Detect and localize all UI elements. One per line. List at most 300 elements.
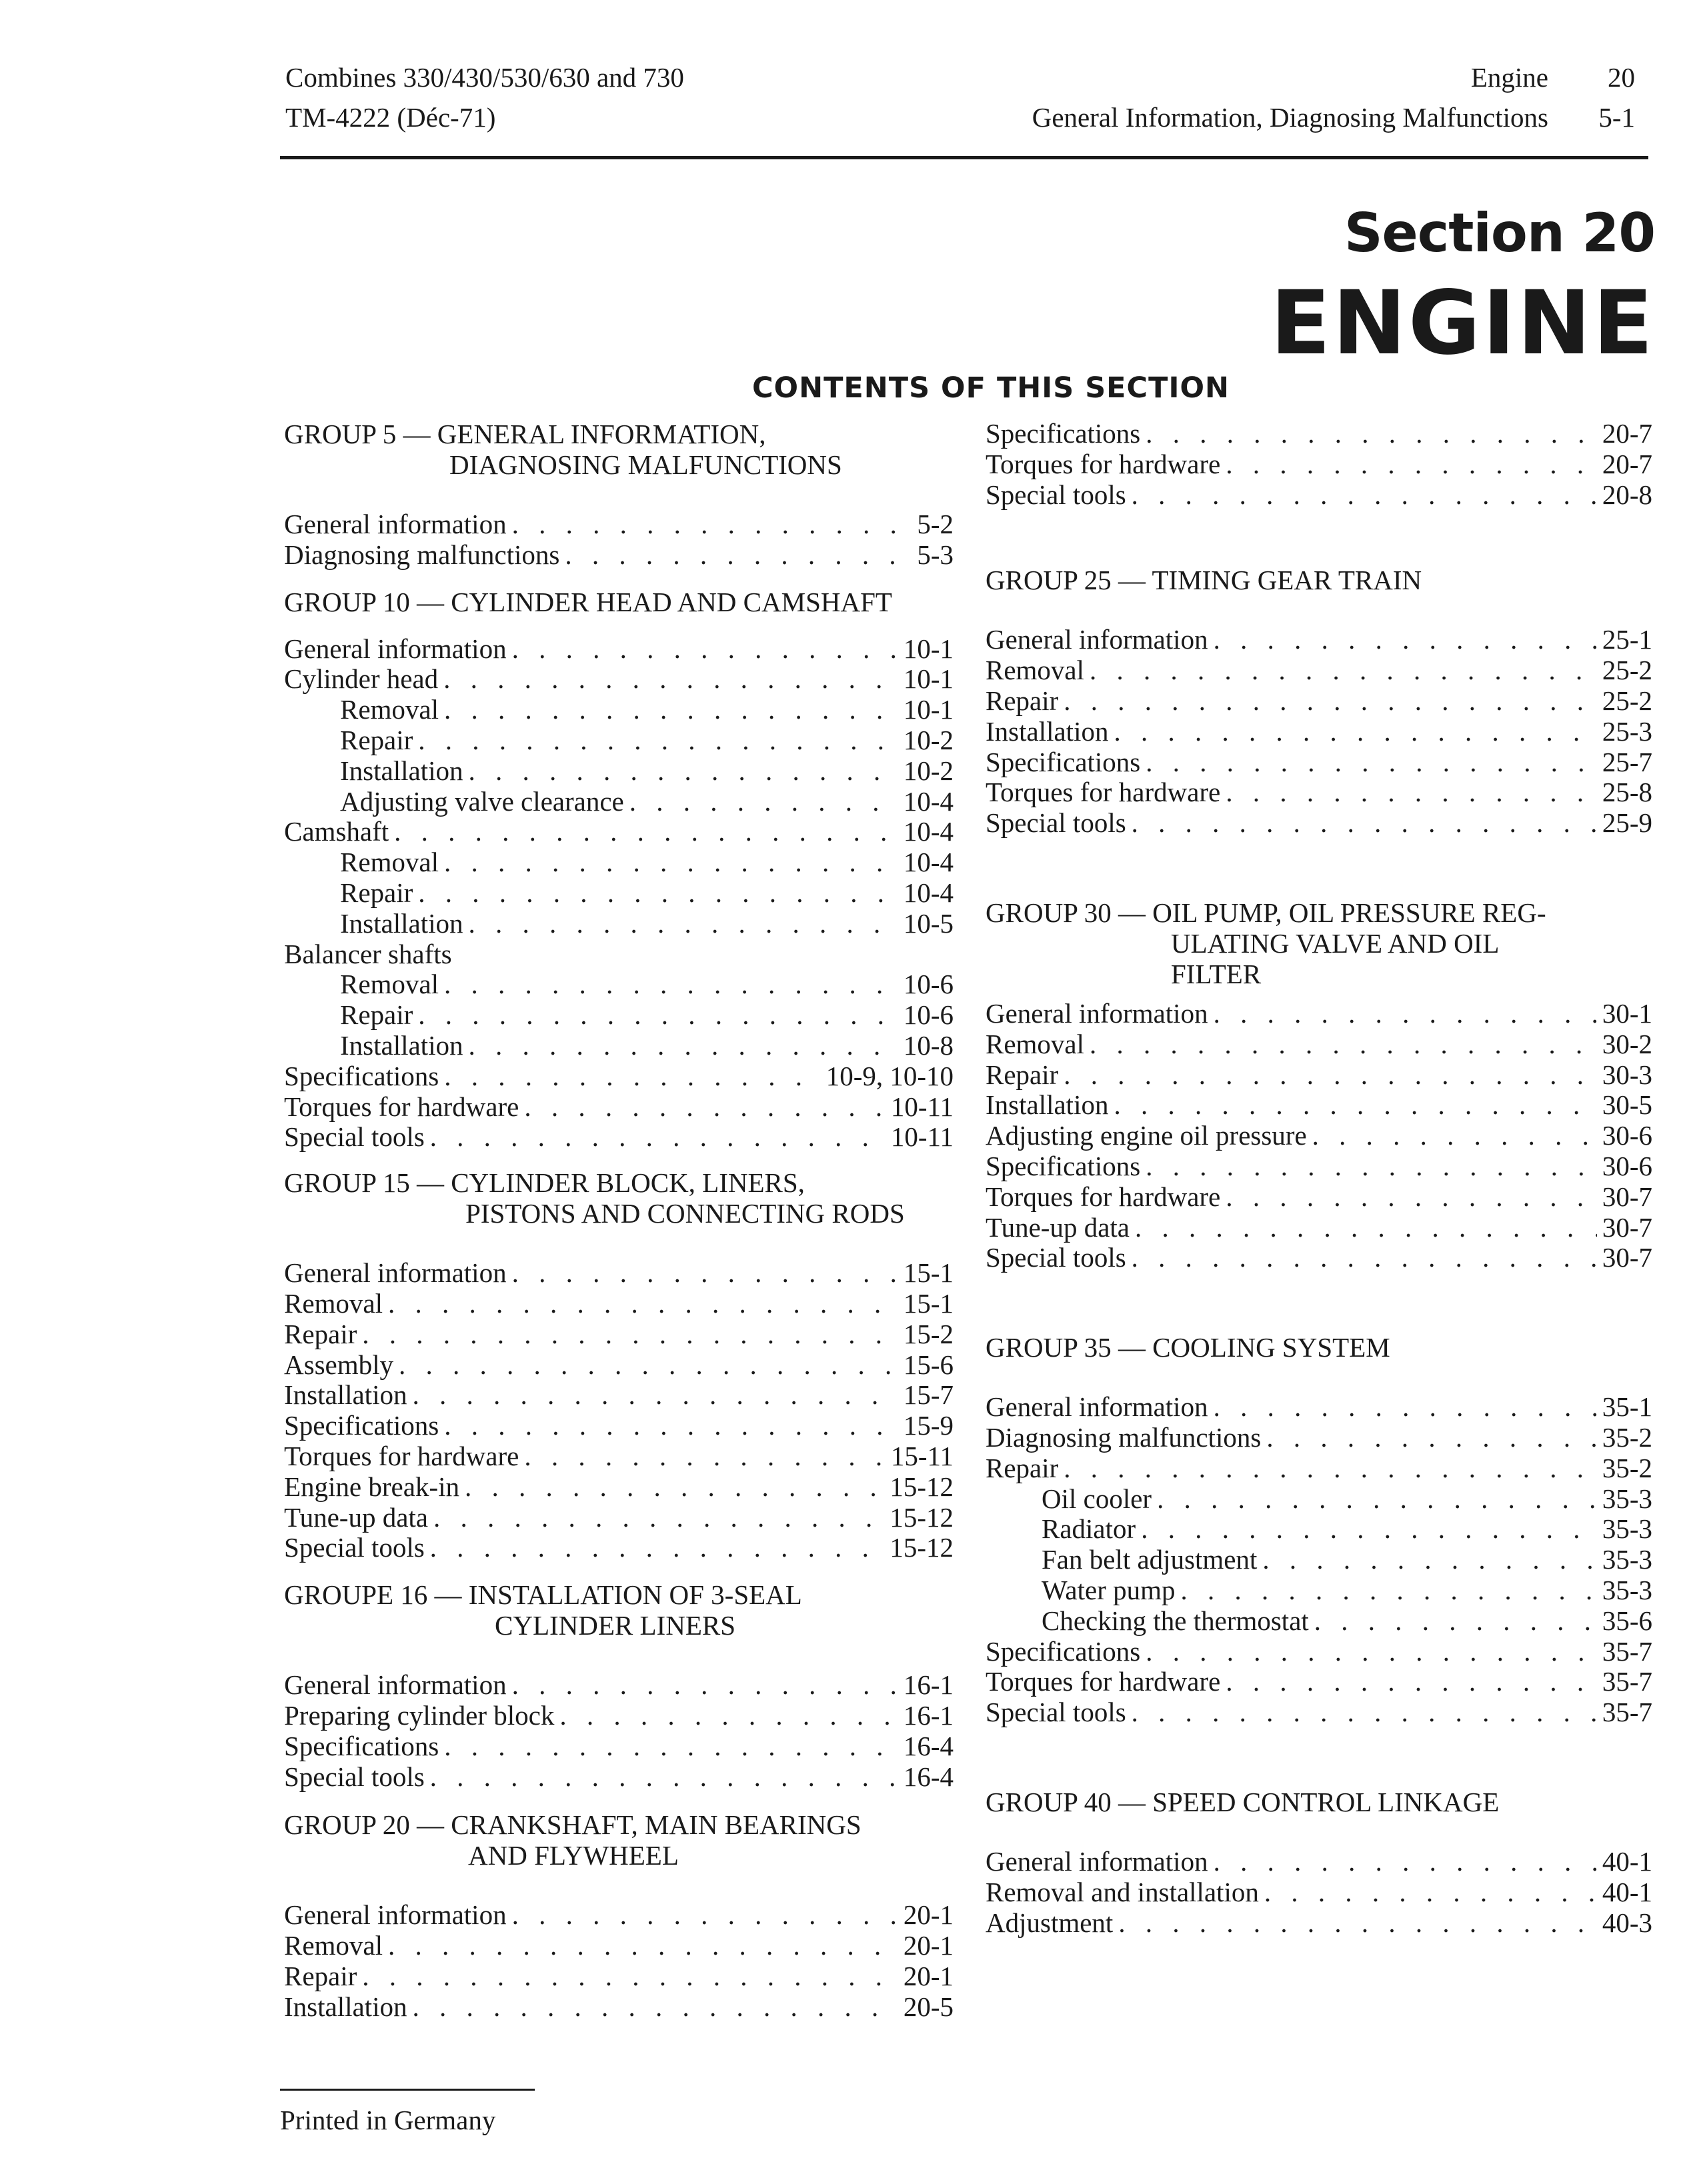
toc-leader-dots xyxy=(524,1092,886,1123)
toc-entry-page: 16-4 xyxy=(903,1761,954,1792)
toc-leader-dots xyxy=(430,1122,886,1153)
toc-entry-page: 35-3 xyxy=(1602,1513,1652,1545)
toc-entry-label: Installation xyxy=(340,907,463,939)
toc-leader-dots xyxy=(444,1061,820,1092)
toc-entry-label: Torques for hardware xyxy=(986,777,1221,808)
toc-entry xyxy=(284,1503,954,1533)
toc-entry-label: Adjusting engine oil pressure xyxy=(986,1120,1307,1151)
toc-leader-dots xyxy=(1132,808,1597,839)
toc-entry-label: General information xyxy=(284,1899,507,1931)
toc-entry-page: 25-2 xyxy=(1602,685,1652,716)
toc-leader-dots xyxy=(629,787,898,817)
toc-entry-label: General information xyxy=(284,633,507,664)
toc-entry-label: Repair xyxy=(986,1059,1059,1090)
toc-entry-label: Specifications xyxy=(986,418,1141,449)
toc-entry-label: Fan belt adjustment xyxy=(1042,1544,1258,1575)
toc-entry-page: 35-6 xyxy=(1602,1605,1652,1636)
toc-leader-dots xyxy=(1146,419,1597,449)
contents-title: CONTENTS OF THIS SECTION xyxy=(752,371,1230,405)
toc-entry-label: Removal xyxy=(284,1930,383,1961)
toc-group-items xyxy=(986,1392,1652,1728)
toc-entry-label: General information xyxy=(986,1391,1208,1423)
toc-entry-label: Balancer shafts xyxy=(284,938,452,969)
toc-entry-page: 10-11 xyxy=(890,1121,954,1153)
toc-entry xyxy=(284,1533,954,1563)
toc-leader-dots xyxy=(1146,1151,1597,1182)
toc-entry xyxy=(284,1472,954,1503)
toc-entry-page: 30-6 xyxy=(1602,1150,1652,1181)
header-left xyxy=(285,57,684,137)
toc-leader-dots xyxy=(1064,686,1597,717)
toc-leader-dots xyxy=(444,969,898,1000)
toc-entry xyxy=(986,686,1652,717)
toc-entry xyxy=(284,664,954,695)
toc-entry-page: 40-1 xyxy=(1602,1876,1652,1907)
toc-entry xyxy=(284,509,954,540)
toc-leader-dots xyxy=(1157,1484,1597,1515)
toc-group xyxy=(284,419,954,571)
toc-entry-label: Adjusting valve clearance xyxy=(340,785,624,817)
toc-entry-label: Removal xyxy=(986,655,1085,686)
toc-leader-dots xyxy=(444,1731,898,1762)
toc-entry-label: Installation xyxy=(284,1379,407,1411)
toc-entry xyxy=(284,1701,954,1731)
toc-leader-dots xyxy=(430,1762,898,1793)
toc-entry-page: 15-6 xyxy=(903,1349,954,1380)
header-section-number: 20 xyxy=(1608,62,1635,93)
toc-entry-page: 16-4 xyxy=(903,1730,954,1761)
toc-entry-label: Torques for hardware xyxy=(986,1666,1221,1697)
toc-entry-page: 10-8 xyxy=(903,1029,954,1061)
toc-entry-label: Specifications xyxy=(284,1410,439,1441)
toc-entry-page: 35-3 xyxy=(1602,1544,1652,1575)
toc-entry-label: General information xyxy=(284,1669,507,1701)
toc-group-title: GROUP 5 — GENERAL INFORMATION, xyxy=(284,419,766,449)
toc-leader-dots xyxy=(468,1031,898,1061)
toc-entry xyxy=(284,1441,954,1472)
toc-entry-page: 35-3 xyxy=(1602,1483,1652,1514)
toc-entry-label: Removal xyxy=(284,1287,383,1319)
toc-entry-page: 10-1 xyxy=(903,633,954,664)
toc-leader-dots xyxy=(1266,1423,1596,1453)
toc-entry-page: 10-6 xyxy=(903,999,954,1031)
toc-group-items xyxy=(284,1258,954,1563)
toc-entry xyxy=(986,1243,1652,1273)
toc-entry-label: General information xyxy=(284,1257,507,1289)
toc-entry-label: Tune-up data xyxy=(284,1501,428,1533)
toc-entry xyxy=(986,1029,1652,1060)
toc-entry-label: Installation xyxy=(340,1029,463,1061)
toc-entry-page: 15-12 xyxy=(890,1471,954,1502)
toc-entry-page: 20-7 xyxy=(1602,448,1652,479)
toc-entry-label: Installation xyxy=(986,715,1109,747)
toc-entry-page: 15-11 xyxy=(890,1440,954,1471)
toc-entry-page: 15-2 xyxy=(903,1318,954,1349)
toc-leader-dots xyxy=(412,1992,898,2023)
toc-entry-label: General information xyxy=(986,997,1208,1029)
toc-entry-label: Repair xyxy=(986,685,1059,716)
toc-entry-page: 30-1 xyxy=(1602,997,1652,1029)
toc-entry xyxy=(284,1992,954,2023)
toc-entry-label: Torques for hardware xyxy=(986,1181,1221,1212)
toc-entry-page: 15-7 xyxy=(903,1379,954,1411)
toc-entry-label: Engine break-in xyxy=(284,1471,459,1502)
toc-entry xyxy=(284,1258,954,1289)
toc-group-heading xyxy=(986,565,1652,595)
toc-left-column xyxy=(284,419,954,2022)
toc-entry-page: 20-7 xyxy=(1602,418,1652,449)
toc-entry xyxy=(986,625,1652,655)
toc-leader-dots xyxy=(1226,1182,1597,1213)
toc-leader-dots xyxy=(1114,717,1596,747)
toc-entry xyxy=(284,817,954,847)
section-title: ENGINE xyxy=(1270,272,1655,375)
toc-leader-dots xyxy=(1262,1545,1596,1575)
toc-entry xyxy=(284,1931,954,1961)
toc-entry-page: 10-4 xyxy=(903,816,954,847)
toc-entry-label: General information xyxy=(986,1845,1208,1877)
toc-entry-label: Repair xyxy=(986,1452,1059,1483)
toc-leader-dots xyxy=(1132,480,1597,511)
toc-entry-page: 30-5 xyxy=(1602,1089,1652,1121)
toc-entry-label: Installation xyxy=(340,755,463,786)
toc-entry xyxy=(986,808,1652,839)
toc-leader-dots xyxy=(1214,1847,1597,1877)
toc-leader-dots xyxy=(399,1350,898,1381)
toc-leader-dots xyxy=(1090,1029,1597,1060)
toc-entry-label: Special tools xyxy=(284,1761,425,1792)
toc-leader-dots xyxy=(388,1289,898,1319)
toc-leader-dots xyxy=(433,1503,884,1533)
toc-entry xyxy=(284,969,954,1000)
toc-entry-label: Diagnosing malfunctions xyxy=(284,539,560,570)
toc-entry xyxy=(986,1908,1652,1939)
toc-entry-page: 25-8 xyxy=(1602,777,1652,808)
toc-group-heading xyxy=(284,1579,954,1641)
toc-entry-label: Water pump xyxy=(1042,1574,1176,1605)
toc-group xyxy=(986,565,1652,839)
toc-entry-page: 30-7 xyxy=(1602,1242,1652,1273)
toc-entry-label: Special tools xyxy=(284,1121,425,1153)
toc-leader-dots xyxy=(512,1670,898,1701)
toc-entry-label: General information xyxy=(986,624,1208,655)
toc-entry-label: Preparing cylinder block xyxy=(284,1699,555,1731)
toc-entry xyxy=(284,1350,954,1381)
toc-leader-dots xyxy=(559,1701,898,1731)
toc-leader-dots xyxy=(512,1900,898,1931)
toc-entry xyxy=(986,655,1652,686)
toc-entry xyxy=(284,787,954,817)
toc-entry xyxy=(284,756,954,787)
toc-leader-dots xyxy=(1132,1243,1597,1273)
toc-entry-page: 15-1 xyxy=(903,1257,954,1289)
toc-group-items xyxy=(986,999,1652,1273)
toc-entry xyxy=(284,725,954,756)
toc-entry-page: 10-1 xyxy=(903,663,954,695)
toc-entry-page: 35-2 xyxy=(1602,1421,1652,1453)
toc-continued-items xyxy=(986,419,1652,510)
toc-leader-dots xyxy=(1064,1060,1597,1091)
toc-group-heading xyxy=(986,897,1652,989)
toc-entry xyxy=(986,717,1652,747)
toc-leader-dots xyxy=(444,1411,898,1441)
toc-entry-page: 10-4 xyxy=(903,877,954,908)
header-group-name: General Information, Diagnosing Malfunctions xyxy=(1032,102,1548,133)
toc-leader-dots xyxy=(512,634,898,665)
toc-group-items xyxy=(284,1900,954,2022)
toc-entry-label: Removal xyxy=(340,847,439,878)
toc-entry xyxy=(986,1060,1652,1091)
toc-entry-label: Specifications xyxy=(284,1730,439,1761)
footer-rule xyxy=(280,2089,535,2091)
toc-entry-label: Specifications xyxy=(284,1060,439,1091)
toc-entry xyxy=(284,1319,954,1350)
toc-entry xyxy=(284,1000,954,1031)
toc-entry-label: Oil cooler xyxy=(1042,1483,1152,1514)
toc-group-heading xyxy=(986,1332,1652,1363)
toc-entry xyxy=(986,1453,1652,1484)
toc-leader-dots xyxy=(1090,655,1597,686)
toc-group-heading xyxy=(284,587,954,617)
toc-leader-dots xyxy=(1118,1908,1597,1939)
header-section-line xyxy=(1032,57,1635,97)
toc-group-title: GROUP 10 — CYLINDER HEAD AND CAMSHAFT xyxy=(284,586,892,617)
toc-entry xyxy=(284,1731,954,1762)
toc-entry xyxy=(986,1575,1652,1606)
toc-entry-page: 10-6 xyxy=(903,969,954,1000)
toc-leader-dots xyxy=(362,1961,898,1992)
header-section-name: Engine xyxy=(1470,62,1548,93)
toc-entry-page: 25-2 xyxy=(1602,655,1652,686)
toc-entry xyxy=(284,1900,954,1931)
toc-entry-label: Torques for hardware xyxy=(284,1091,519,1122)
toc-group-title: GROUP 40 — SPEED CONTROL LINKAGE xyxy=(986,1786,1500,1817)
toc-entry-label: Removal xyxy=(340,969,439,1000)
toc-entry xyxy=(284,1380,954,1411)
toc-entry xyxy=(284,878,954,909)
toc-group-title: GROUP 15 — CYLINDER BLOCK, LINERS, xyxy=(284,1167,805,1199)
toc-entry-page: 30-7 xyxy=(1602,1181,1652,1212)
header-page-number: 5-1 xyxy=(1598,102,1635,133)
toc-entry xyxy=(284,1762,954,1793)
section-label: Section 20 xyxy=(1344,202,1655,264)
toc-entry xyxy=(284,540,954,571)
toc-group-heading xyxy=(284,1167,954,1229)
toc-leader-dots xyxy=(1226,1667,1597,1697)
toc-entry-page: 15-1 xyxy=(903,1287,954,1319)
toc-entry-page: 10-5 xyxy=(903,907,954,939)
toc-leader-dots xyxy=(465,1472,884,1503)
toc-group xyxy=(986,1787,1652,1938)
toc-entry-label: Assembly xyxy=(284,1349,393,1380)
toc-leader-dots xyxy=(444,847,898,878)
toc-entry-label: Torques for hardware xyxy=(986,448,1221,479)
toc-leader-dots xyxy=(1132,1697,1597,1728)
toc-entry-page: 10-11 xyxy=(890,1091,954,1122)
toc-group-heading xyxy=(986,1787,1652,1817)
toc-group-items xyxy=(986,625,1652,839)
toc-entry-label: Adjustment xyxy=(986,1907,1114,1938)
toc-entry-page: 20-1 xyxy=(903,1899,954,1931)
toc-leader-dots xyxy=(430,1533,885,1563)
toc-entry xyxy=(284,939,954,970)
toc-group-title: GROUP 35 — COOLING SYSTEM xyxy=(986,1332,1390,1363)
toc-entry-label: Repair xyxy=(284,1318,357,1349)
toc-entry-page: 5-3 xyxy=(917,539,954,570)
toc-leader-dots xyxy=(1141,1514,1597,1545)
toc-leader-dots xyxy=(388,1931,898,1961)
toc-entry xyxy=(986,1182,1652,1213)
header-group-line xyxy=(1032,97,1635,137)
toc-entry-label: Installation xyxy=(284,1991,407,2022)
toc-group-items xyxy=(284,509,954,571)
toc-entry-page: 20-8 xyxy=(1602,479,1652,510)
toc-entry-label: Tune-up data xyxy=(986,1211,1130,1243)
toc-entry-label: Repair xyxy=(340,999,413,1031)
toc-entry-page: 25-3 xyxy=(1602,715,1652,747)
toc-leader-dots xyxy=(1214,625,1597,655)
toc-leader-dots xyxy=(362,1319,898,1350)
toc-entry-label: Camshaft xyxy=(284,816,389,847)
toc-entry xyxy=(284,1670,954,1701)
toc-group xyxy=(284,1809,954,2022)
toc-leader-dots xyxy=(468,756,898,787)
toc-leader-dots xyxy=(394,817,898,847)
toc-entry-label: Repair xyxy=(340,877,413,908)
toc-entry-label: Diagnosing malfunctions xyxy=(986,1421,1262,1453)
toc-group-title-continued: FILTER xyxy=(1171,958,1262,989)
toc-group-title: GROUP 20 — CRANKSHAFT, MAIN BEARINGS xyxy=(284,1809,862,1841)
toc-leader-dots xyxy=(1064,1453,1597,1484)
header-title: Combines 330/430/530/630 and 730 xyxy=(285,62,684,93)
toc-entry xyxy=(986,1667,1652,1697)
toc-group-title: GROUPE 16 — INSTALLATION OF 3-SEAL xyxy=(284,1579,802,1611)
toc-entry xyxy=(986,1545,1652,1575)
toc-leader-dots xyxy=(1264,1877,1597,1908)
toc-entry-page: 15-9 xyxy=(903,1410,954,1441)
toc-entry-label: Checking the thermostat xyxy=(1042,1605,1309,1636)
toc-entry-page: 35-7 xyxy=(1602,1666,1652,1697)
toc-entry-page: 25-9 xyxy=(1602,807,1652,839)
toc-entry-page: 30-6 xyxy=(1602,1120,1652,1151)
toc-leader-dots xyxy=(443,664,898,695)
toc-leader-dots xyxy=(1146,747,1597,778)
toc-entry-page: 10-2 xyxy=(903,724,954,755)
toc-group-title-continued: DIAGNOSING MALFUNCTIONS xyxy=(449,449,842,480)
toc-group xyxy=(284,1167,954,1563)
toc-entry-label: Special tools xyxy=(986,1697,1126,1728)
toc-leader-dots xyxy=(1181,1575,1597,1606)
toc-entry-page: 35-7 xyxy=(1602,1635,1652,1667)
toc-right-column xyxy=(986,419,1652,1938)
toc-entry-page: 40-1 xyxy=(1602,1845,1652,1877)
toc-entry xyxy=(986,1090,1652,1121)
toc-leader-dots xyxy=(512,509,912,540)
toc-leader-dots xyxy=(412,1380,898,1411)
toc-entry xyxy=(986,1213,1652,1243)
toc-entry-page: 20-1 xyxy=(903,1960,954,1991)
toc-entry xyxy=(986,999,1652,1029)
toc-group-items xyxy=(284,1670,954,1792)
toc-entry-page: 16-1 xyxy=(903,1699,954,1731)
toc-entry xyxy=(284,1092,954,1123)
toc-leader-dots xyxy=(565,540,912,571)
toc-entry xyxy=(986,777,1652,808)
toc-entry xyxy=(284,1031,954,1061)
toc-leader-dots xyxy=(1314,1606,1597,1637)
toc-entry xyxy=(986,480,1652,511)
toc-group xyxy=(284,587,954,1153)
toc-entry-page: 10-9, 10-10 xyxy=(825,1060,954,1091)
toc-entry xyxy=(986,1697,1652,1728)
toc-entry xyxy=(986,419,1652,449)
toc-entry-page: 35-3 xyxy=(1602,1574,1652,1605)
toc-group-items xyxy=(986,1847,1652,1938)
toc-entry xyxy=(284,1961,954,1992)
toc-entry-label: Specifications xyxy=(986,746,1141,777)
toc-group-title-continued: ULATING VALVE AND OIL xyxy=(1171,927,1500,959)
toc-entry xyxy=(986,1877,1652,1908)
toc-entry-label: Special tools xyxy=(986,807,1126,839)
toc-entry-page: 35-1 xyxy=(1602,1391,1652,1423)
toc-entry-page: 30-7 xyxy=(1602,1211,1652,1243)
footer-printed-in: Printed in Germany xyxy=(280,2105,496,2135)
toc-group xyxy=(986,1332,1652,1728)
toc-entry xyxy=(986,1847,1652,1877)
toc-entry-label: Special tools xyxy=(986,479,1126,510)
toc-entry-page: 20-5 xyxy=(903,1991,954,2022)
toc-group xyxy=(284,1579,954,1792)
toc-entry-label: Special tools xyxy=(986,1242,1126,1273)
toc-entry-label: Removal xyxy=(340,694,439,725)
toc-entry-page: 40-3 xyxy=(1602,1907,1652,1938)
toc-entry-label: Special tools xyxy=(284,1532,425,1563)
toc-entry xyxy=(284,1411,954,1441)
toc-entry-page: 20-1 xyxy=(903,1930,954,1961)
toc-entry xyxy=(284,847,954,878)
toc-leader-dots xyxy=(418,1000,898,1031)
toc-group-title-continued: CYLINDER LINERS xyxy=(495,1610,736,1641)
toc-entry-label: Removal and installation xyxy=(986,1876,1259,1907)
toc-entry-page: 10-4 xyxy=(903,847,954,878)
toc-group-title-continued: PISTONS AND CONNECTING RODS xyxy=(465,1198,905,1229)
toc-group-title: GROUP 25 — TIMING GEAR TRAIN xyxy=(986,565,1422,596)
toc-entry xyxy=(986,1121,1652,1151)
toc-leader-dots xyxy=(524,1441,886,1472)
toc-entry-page: 35-2 xyxy=(1602,1452,1652,1483)
toc-group-items xyxy=(284,634,954,1153)
header-right xyxy=(1032,57,1635,137)
toc-entry-label: Installation xyxy=(986,1089,1109,1121)
toc-entry xyxy=(284,1122,954,1153)
toc-leader-dots xyxy=(1226,449,1597,480)
toc-leader-dots xyxy=(1312,1121,1597,1151)
toc-leader-dots xyxy=(1114,1090,1596,1121)
toc-entry-label: Radiator xyxy=(1042,1513,1136,1545)
toc-entry xyxy=(986,1606,1652,1637)
toc-entry-label: Repair xyxy=(284,1960,357,1991)
toc-entry-label: Cylinder head xyxy=(284,663,439,695)
toc-entry-label: Specifications xyxy=(986,1635,1141,1667)
toc-leader-dots xyxy=(1146,1637,1597,1667)
toc-entry-page: 10-1 xyxy=(903,694,954,725)
toc-leader-dots xyxy=(1135,1213,1597,1243)
toc-entry-label: General information xyxy=(284,509,507,539)
toc-entry xyxy=(986,1484,1652,1515)
toc-group-title: GROUP 30 — OIL PUMP, OIL PRESSURE REG- xyxy=(986,897,1546,928)
toc-entry-page: 10-4 xyxy=(903,785,954,817)
header-doc-number: TM-4222 (Déc-71) xyxy=(285,102,496,133)
